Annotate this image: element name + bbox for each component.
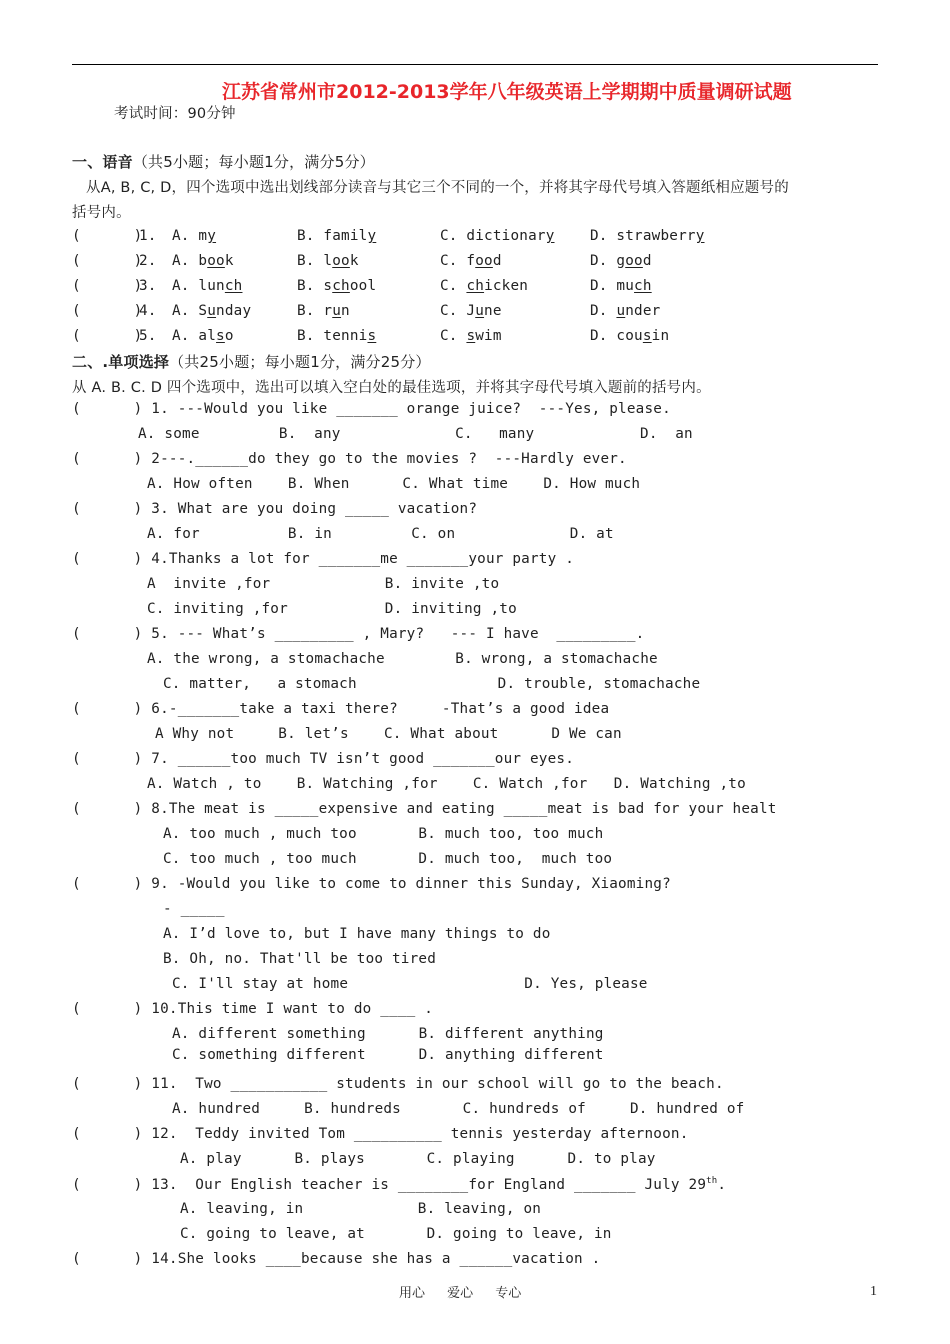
option-c: C. swim — [440, 328, 502, 344]
underlined-letters: s — [466, 328, 476, 344]
underlined-letters: ch — [224, 278, 243, 294]
option-a: A. book — [172, 253, 234, 269]
page-number: 1 — [870, 1284, 877, 1299]
section1-heading: 一、语音（共5小题；每小题1分，满分5分） — [72, 153, 375, 171]
option-b: B. look — [297, 253, 359, 269]
question-stem: ( ) 1. ---Would you like _______ orange juice? ---Yes, please. — [72, 401, 671, 417]
option-b: B. school — [297, 278, 377, 294]
question-stem: ( ) 5. --- What’s _________ , Mary? --- I have _________. — [72, 626, 645, 642]
answer-bracket: ( ) — [72, 328, 143, 344]
page-title: 江苏省常州市2012-2013学年八年级英语上学期期中质量调研试题 — [222, 81, 792, 103]
option-c: C. chicken — [440, 278, 529, 294]
answer-options: A. How often B. When C. What time D. How much — [147, 476, 641, 492]
answer-options: - _____ — [163, 901, 225, 917]
answer-options: C. going to leave, at D. going to leave, in — [180, 1226, 612, 1242]
question-number: 1. — [139, 228, 157, 244]
answer-options: C. inviting ,for D. inviting ,to — [147, 601, 517, 617]
underlined-letters: y — [695, 228, 705, 244]
answer-bracket: ( ) — [72, 303, 143, 319]
underlined-letters: ch — [466, 278, 485, 294]
underlined-letters: s — [216, 328, 225, 344]
question-stem: ( ) 3. What are you doing _____ vacation? — [72, 501, 478, 517]
question-stem: ( ) 11. Two ___________ students in our school will go to the beach. — [72, 1076, 724, 1092]
answer-options: C. I'll stay at home D. Yes, please — [172, 976, 648, 992]
question-stem: ( ) 13. Our English teacher is ________for England _______ July 29th. — [72, 1176, 727, 1193]
section1-instruction: 从A, B, C, D，四个选项中选出划线部分读音与其它三个不同的一个，并将其字母代号填入答题纸相应题号的 — [86, 180, 789, 196]
question-stem: ( ) 9. -Would you like to come to dinner this Sunday, Xiaoming? — [72, 876, 671, 892]
question-stem: ( ) 6.-_______take a taxi there? -That’s a good idea — [72, 701, 610, 717]
answer-options: C. something different D. anything different — [172, 1047, 604, 1063]
answer-options: A. Watch , to B. Watching ,for C. Watch ,for D. Watching ,to — [147, 776, 746, 792]
question-stem: ( ) 14.She looks ____because she has a ______vacation . — [72, 1251, 601, 1267]
underlined-letters: ch — [332, 278, 350, 294]
underlined-letters: oo — [475, 253, 493, 269]
answer-options: A. I’d love to, but I have many things to do — [163, 926, 551, 942]
answer-bracket: ( ) — [72, 278, 143, 294]
answer-options: A. too much , much too B. much too, too much — [163, 826, 604, 842]
page-footer: 用心 爱心 专心 — [399, 1286, 522, 1301]
option-b: B. family — [297, 228, 377, 244]
option-b: B. tennis — [297, 328, 377, 344]
underlined-letters: u — [616, 303, 626, 319]
underlined-letters: y — [207, 228, 217, 244]
answer-options: A Why not B. let’s C. What about D We can — [155, 726, 622, 742]
answer-options: A. the wrong, a stomachache B. wrong, a stomachache — [147, 651, 658, 667]
underlined-letters: s — [642, 328, 652, 344]
question-number: 5. — [139, 328, 157, 344]
answer-options: A. hundred B. hundreds C. hundreds of D. hundred of — [172, 1101, 745, 1117]
underlined-letters: oo — [332, 253, 350, 269]
answer-options: A. for B. in C. on D. at — [147, 526, 614, 542]
answer-bracket: ( ) — [72, 253, 143, 269]
underlined-letters: y — [545, 228, 555, 244]
question-number: 4. — [139, 303, 157, 319]
underlined-letters: oo — [207, 253, 225, 269]
question-number: 3. — [139, 278, 157, 294]
option-c: C. food — [440, 253, 502, 269]
underlined-letters: y — [367, 228, 377, 244]
option-a: A. also — [172, 328, 234, 344]
option-d: D. cousin — [590, 328, 670, 344]
answer-options: A. different something B. different anything — [172, 1026, 604, 1042]
option-b: B. run — [297, 303, 350, 319]
option-d: D. strawberry — [590, 228, 705, 244]
answer-options: B. Oh, no. That'll be too tired — [163, 951, 437, 967]
superscript: th — [706, 1176, 718, 1186]
question-stem: ( ) 2---.______do they go to the movies ? ---Hardly ever. — [72, 451, 627, 467]
question-stem: ( ) 12. Teddy invited Tom __________ tennis yesterday afternoon. — [72, 1126, 689, 1142]
answer-options: A. leaving, in B. leaving, on — [180, 1201, 542, 1217]
header-rule — [72, 64, 878, 65]
question-stem: ( ) 8.The meat is _____expensive and eating _____meat is bad for your healt — [72, 801, 777, 817]
answer-options: A. some B. any C. many D. an — [138, 426, 693, 442]
underlined-letters: u — [475, 303, 485, 319]
option-c: C. dictionary — [440, 228, 555, 244]
underlined-letters: u — [332, 303, 342, 319]
underlined-letters: u — [207, 303, 217, 319]
answer-options: C. matter, a stomach D. trouble, stomachache — [163, 676, 701, 692]
section2-instruction: 从 A. B. C. D 四个选项中，选出可以填入空白处的最佳选项，并将其字母代号填入题前的括号内。 — [72, 380, 711, 396]
option-a: A. my — [172, 228, 217, 244]
question-stem: ( ) 10.This time I want to do ____ . — [72, 1001, 434, 1017]
option-d: D. much — [590, 278, 652, 294]
answer-options: A invite ,for B. invite ,to — [147, 576, 500, 592]
question-stem: ( ) 7. ______too much TV isn’t good _______our eyes. — [72, 751, 575, 767]
underlined-letters: oo — [625, 253, 643, 269]
option-a: A. lunch — [172, 278, 243, 294]
option-d: D. under — [590, 303, 661, 319]
section1-instruction-cont: 括号内。 — [72, 205, 131, 221]
answer-bracket: ( ) — [72, 228, 143, 244]
option-a: A. Sunday — [172, 303, 252, 319]
exam-time: 考试时间：90分钟 — [114, 106, 236, 122]
underlined-letters: s — [367, 328, 377, 344]
section2-heading: 二、.单项选择（共25小题；每小题1分，满分25分） — [72, 353, 431, 371]
underlined-letters: ch — [634, 278, 652, 294]
question-stem: ( ) 4.Thanks a lot for _______me _______your party . — [72, 551, 575, 567]
option-d: D. good — [590, 253, 652, 269]
answer-options: C. too much , too much D. much too, much too — [163, 851, 613, 867]
option-c: C. June — [440, 303, 502, 319]
question-number: 2. — [139, 253, 157, 269]
answer-options: A. play B. plays C. playing D. to play — [180, 1151, 656, 1167]
